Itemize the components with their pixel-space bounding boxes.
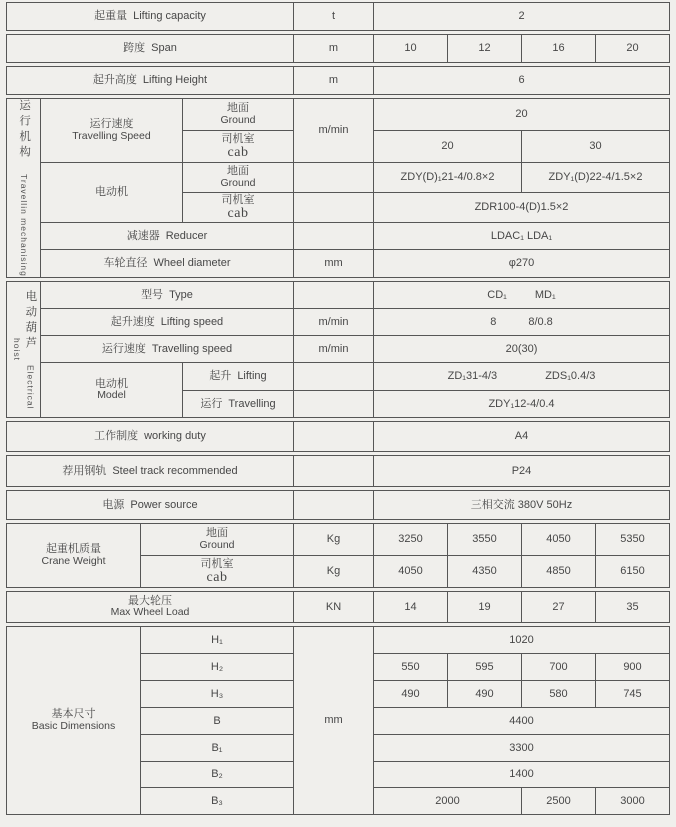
lifting-capacity-unit: t (294, 3, 374, 30)
row-working-duty (6, 421, 670, 452)
crane-weight-ground-sublabel (141, 524, 294, 556)
ground-zh: 地面 (227, 165, 249, 178)
travelling-speed-unit: m/min (294, 99, 374, 163)
ground-en: Ground (220, 113, 256, 126)
lifting-height-label-zh: 起升高度 (92, 74, 137, 87)
max-wheel-load-label-zh: 最大轮压 (128, 594, 172, 607)
hoist-motor-travelling-en: Travelling (228, 397, 276, 410)
section-basic-dimensions (6, 626, 670, 815)
travelling-motor-ground-value-2: ZDY₁(D)22-4/1.5×2 (522, 163, 669, 193)
row-lifting-capacity (6, 2, 670, 31)
dimension-b3-value-2: 2500 (522, 788, 596, 814)
cab-zh: 司机室 (221, 132, 255, 145)
span-value-16: 16 (522, 35, 596, 62)
max-wheel-load-value-2: 19 (448, 592, 522, 622)
dimension-b2-label: B₂ (141, 762, 294, 788)
dimension-h3-value-4: 745 (596, 681, 669, 708)
steel-track-value: P24 (511, 464, 532, 477)
max-wheel-load-value-3: 27 (522, 592, 596, 622)
span-label-en: Span (151, 42, 177, 55)
dimension-h2-value-3: 700 (522, 654, 596, 681)
dimension-h2-value-4: 900 (596, 654, 669, 681)
basic-dimensions-label (7, 627, 141, 814)
working-duty-unit (294, 422, 374, 451)
lifting-height-label (7, 67, 294, 94)
crane-weight-label (7, 524, 141, 587)
crane-weight-cab-value-1: 4050 (374, 556, 448, 587)
wheel-diameter-unit: mm (294, 250, 374, 277)
electric-hoist-zh: 电动葫芦 (24, 289, 37, 352)
dimension-h2-label: H₂ (141, 654, 294, 681)
power-source-label-zh: 电源 (102, 498, 125, 511)
row-span (6, 34, 670, 63)
hoist-motor-lifting-value (374, 363, 669, 391)
crane-weight-label-zh: 起重机质量 (46, 543, 101, 556)
hoist-type-label-en: Type (169, 288, 193, 301)
hoist-motor-label (41, 363, 183, 417)
lifting-height-value: 6 (518, 74, 525, 87)
span-value-12: 12 (448, 35, 522, 62)
reducer-unit (294, 223, 374, 250)
max-wheel-load-value-1: 14 (374, 592, 448, 622)
steel-track-label-zh: 荐用钢轨 (62, 464, 107, 477)
hoist-type-value (374, 282, 669, 309)
travelling-motor-cab-unit (294, 193, 374, 223)
row-lifting-height (6, 66, 670, 95)
hoist-lifting-speed-label-zh: 起升速度 (110, 315, 155, 328)
max-wheel-load-unit: KN (294, 592, 374, 622)
steel-track-unit (294, 456, 374, 486)
travelling-speed-label (41, 99, 183, 163)
reducer-label-en: Reducer (165, 229, 208, 242)
basic-dimensions-label-en: Basic Dimensions (31, 719, 116, 732)
lifting-capacity-value: 2 (518, 10, 525, 23)
section-electric-hoist (6, 281, 670, 418)
hoist-motor-travelling-zh: 运行 (200, 397, 223, 410)
hoist-motor-lifting-en: Lifting (237, 370, 267, 383)
working-duty-value: A4 (514, 430, 529, 443)
span-label-zh: 跨度 (123, 42, 146, 55)
power-source-label-en: Power source (130, 498, 198, 511)
travelling-motor-label: 电动机 (41, 163, 183, 223)
travelling-mechanism-vertical-text (17, 99, 30, 277)
travelling-speed-ground-value: 20 (374, 99, 669, 131)
hoist-lifting-speed-label (41, 309, 294, 336)
travelling-motor-ground-sublabel (183, 163, 294, 193)
crane-weight-cab-value-2: 4350 (448, 556, 522, 587)
hoist-travelling-speed-label-zh: 运行速度 (101, 342, 146, 355)
travelling-motor-ground-value-1: ZDY(D)₁21-4/0.8×2 (374, 163, 522, 193)
dimension-h2-value-2: 595 (448, 654, 522, 681)
dimension-h1-label: H₁ (141, 627, 294, 654)
hoist-motor-lifting-value-b: ZDS₁0.4/3 (545, 370, 596, 383)
hoist-type-value-b: MD₁ (534, 288, 556, 301)
hoist-type-value-a: CD₁ (487, 288, 507, 301)
hoist-motor-lifting-sublabel (183, 363, 294, 391)
cab-en: cab (227, 144, 249, 160)
crane-weight-cab-value-4: 6150 (620, 565, 645, 578)
power-source-value: 三相交流 380V 50Hz (470, 498, 573, 511)
reducer-value: LDAC₁ LDA₁ (374, 223, 669, 250)
hoist-motor-lifting-value-a: ZD₁31-4/3 (447, 370, 498, 383)
travelling-motor-ground-unit (294, 163, 374, 193)
power-source-unit (294, 491, 374, 519)
max-wheel-load-label-en: Max Wheel Load (110, 606, 190, 619)
crane-weight-ground-value-4: 5350 (596, 524, 669, 556)
row-steel-track (6, 455, 670, 487)
cab-en: cab (227, 205, 249, 221)
row-power-source (6, 490, 670, 520)
hoist-type-label-zh: 型号 (141, 288, 164, 301)
crane-weight-cab-value-3: 4850 (522, 556, 596, 587)
travelling-speed-cab-value-2: 30 (522, 131, 669, 163)
crane-weight-ground-value-1: 3250 (374, 524, 448, 556)
working-duty-label-en: working duty (144, 430, 206, 443)
dimension-h3-value-1: 490 (374, 681, 448, 708)
max-wheel-load-value-4: 35 (626, 600, 639, 613)
electric-hoist-section-label (7, 282, 41, 417)
spec-table (6, 2, 670, 815)
crane-weight-cab-unit: Kg (294, 556, 374, 587)
hoist-lifting-speed-value-b: 8/0.8 (528, 315, 553, 328)
wheel-diameter-label-zh: 车轮直径 (103, 257, 148, 270)
travelling-speed-label-zh: 运行速度 (89, 118, 134, 131)
dimension-b1-value: 3300 (374, 735, 669, 762)
dimension-b2-value: 1400 (374, 762, 669, 788)
hoist-travelling-speed-unit: m/min (294, 336, 374, 363)
reducer-label-zh: 减速器 (126, 229, 160, 242)
span-value-10: 10 (374, 35, 448, 62)
ground-zh: 地面 (206, 527, 228, 540)
lifting-capacity-label-zh: 起重量 (94, 10, 128, 23)
wheel-diameter-value: φ270 (508, 257, 535, 270)
ground-en: Ground (220, 176, 256, 189)
electric-hoist-vertical-text (11, 282, 37, 417)
crane-weight-label-en: Crane Weight (41, 554, 106, 567)
dimension-h2-value-1: 550 (374, 654, 448, 681)
crane-weight-ground-value-3: 4050 (522, 524, 596, 556)
span-unit: m (294, 35, 374, 62)
cab-zh: 司机室 (221, 193, 255, 206)
basic-dimensions-label-zh: 基本尺寸 (51, 708, 96, 721)
travelling-speed-label-en: Travelling Speed (72, 129, 151, 142)
hoist-lifting-speed-value-a: 8 (490, 315, 497, 328)
ground-en: Ground (199, 538, 235, 551)
crane-weight-ground-value-2: 3550 (448, 524, 522, 556)
section-travelling-mechanism (6, 98, 670, 278)
hoist-motor-lifting-unit (294, 363, 374, 391)
hoist-travelling-speed-label (41, 336, 294, 363)
dimension-b3-value-1: 2000 (374, 788, 522, 814)
lifting-capacity-label (7, 3, 294, 30)
power-source-label (7, 491, 294, 519)
dimension-h1-value: 1020 (374, 627, 669, 654)
travelling-speed-ground-sublabel (183, 99, 294, 131)
hoist-type-label (41, 282, 294, 309)
dimension-h3-value-2: 490 (448, 681, 522, 708)
wheel-diameter-label-en: Wheel diameter (153, 257, 231, 270)
dimension-b1-label: B₁ (141, 735, 294, 762)
basic-dimensions-unit: mm (294, 627, 374, 814)
lifting-height-label-en: Lifting Height (142, 74, 208, 87)
travelling-mechanism-en: Travellin mechanising (19, 174, 30, 277)
working-duty-label-zh: 工作制度 (94, 430, 139, 443)
reducer-label (41, 223, 294, 250)
wheel-diameter-label (41, 250, 294, 277)
electric-hoist-en: Electrical hoist (12, 338, 36, 410)
dimension-b3-label: B₃ (141, 788, 294, 814)
travelling-motor-cab-sublabel (183, 193, 294, 223)
hoist-motor-label-en: Model (97, 389, 126, 402)
hoist-travelling-speed-label-en: Travelling speed (151, 342, 233, 355)
dimension-b3-value-3: 3000 (620, 794, 645, 807)
dimension-b-label: B (141, 708, 294, 735)
hoist-motor-travelling-unit (294, 391, 374, 417)
span-label (7, 35, 294, 62)
hoist-travelling-speed-value: 20(30) (374, 336, 669, 363)
lifting-capacity-label-en: Lifting capacity (133, 10, 206, 23)
travelling-mechanism-section-label (7, 99, 41, 277)
travelling-motor-cab-value: ZDR100-4(D)1.5×2 (374, 193, 669, 223)
cab-zh: 司机室 (200, 557, 234, 570)
hoist-type-unit (294, 282, 374, 309)
lifting-height-unit: m (294, 67, 374, 94)
dimension-h3-label: H₃ (141, 681, 294, 708)
steel-track-label (7, 456, 294, 486)
travelling-speed-cab-value-1: 20 (374, 131, 522, 163)
dimension-b-value: 4400 (374, 708, 669, 735)
max-wheel-load-label (7, 592, 294, 622)
hoist-motor-travelling-value: ZDY₁12-4/0.4 (488, 397, 555, 410)
ground-zh: 地面 (227, 102, 249, 115)
hoist-motor-travelling-sublabel (183, 391, 294, 417)
hoist-lifting-speed-label-en: Lifting speed (160, 315, 224, 328)
hoist-lifting-speed-unit: m/min (294, 309, 374, 336)
cab-en: cab (206, 569, 228, 585)
travelling-mechanism-zh: 运行机构 (18, 99, 31, 162)
hoist-lifting-speed-value (374, 309, 669, 336)
span-value-20: 20 (626, 42, 639, 55)
steel-track-label-en: Steel track recommended (112, 464, 238, 477)
row-max-wheel-load (6, 591, 670, 623)
section-crane-weight (6, 523, 670, 588)
crane-weight-ground-unit: Kg (294, 524, 374, 556)
working-duty-label (7, 422, 294, 451)
crane-weight-cab-sublabel (141, 556, 294, 587)
hoist-motor-label-zh: 电动机 (95, 377, 128, 390)
travelling-speed-cab-sublabel (183, 131, 294, 163)
hoist-motor-lifting-zh: 起升 (209, 370, 232, 383)
dimension-h3-value-3: 580 (522, 681, 596, 708)
